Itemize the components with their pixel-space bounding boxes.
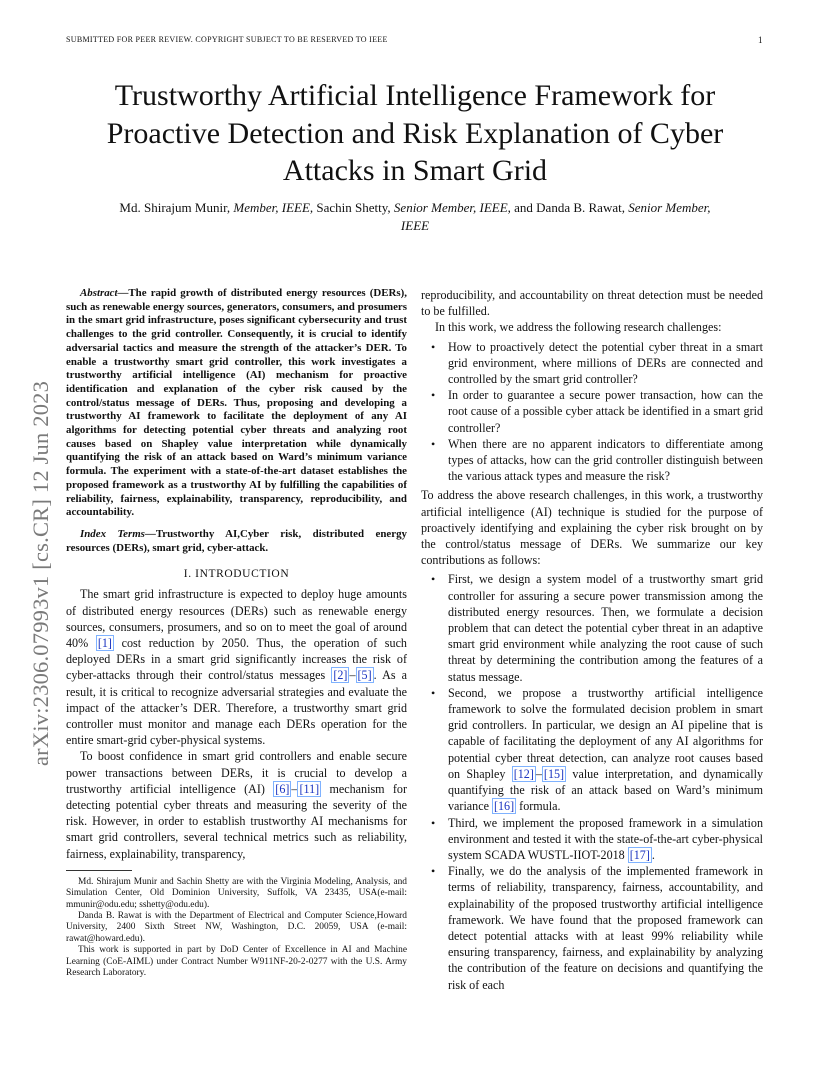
list-item-text: Third, we implement the proposed framework in a simulation environment and tested it with the state-of-the-art cyber-physical system SCADA WUSTL-IIOT-2018 [448,815,763,862]
right-column [421,287,763,996]
bullet-icon: • [431,436,436,451]
paragraph-text: – [349,668,356,683]
list-item [421,815,763,864]
bullet-icon: • [431,685,436,700]
list-item-text: How to proactively detect the potential cyber threat in a smart grid environment, where millions of DERs are connected and controlled by the smart grid controller? [448,339,763,387]
footnote-divider [66,870,132,871]
footnote: Danda B. Rawat is with the Department of Electrical and Computer Science,Howard University, 2400 Sixth Street NW, Washington, D.C. 20059, USA (e-mail: rawat@howard.edu). [66,911,407,944]
author-role: Senior Member, IEEE [400,200,711,233]
citation-link[interactable]: [12] [513,766,534,781]
list-item [421,685,763,815]
paragraph-text: The smart grid infrastructure is expected to deploy huge amounts of distributed energy resources (DERs) such as renewable energy sources, consumers, prosumers, and so on to meet the goal of around 40% [66,587,407,650]
paragraph-text: . As a result, it is critical to recognize adversarial strategies and evaluate the impact of the attacker’s DER. Therefore, a trustworthy smart grid controller must monitor and manage each DERs operation for the entire smart-grid cyber-physical systems. [66,668,407,748]
challenge-list [421,339,763,485]
challenges-intro: In this work, we address the following research challenges: [435,320,722,335]
citation-link[interactable]: [17] [629,847,650,862]
bullet-icon: • [431,572,436,587]
list-item-text: . [651,847,655,862]
author-list [110,199,720,235]
intro-paragraph-1 [66,586,407,748]
author-name: and Danda B. Rawat, [514,200,625,215]
bullet-icon: • [431,815,436,830]
paragraph-text: cost reduction by 2050. Thus, the operation of such deployed DERs in a smart grid significantly increases the risk of cyber-attacks through their control/status messages [66,635,407,683]
citation-link[interactable]: [5] [357,668,372,683]
citation-link[interactable]: [1] [97,635,112,650]
continuation-paragraph: reproducibility, and accountability on threat detection must be needed to be fulfilled. [421,288,763,319]
citation-link[interactable]: [6] [275,781,290,796]
citation-link[interactable]: [2] [333,668,348,683]
page-number: 1 [758,35,763,45]
contribution-list [421,571,763,992]
abstract [66,287,407,520]
abstract-label: Abstract [80,287,118,299]
citation-link[interactable]: [16] [493,799,515,814]
list-item-text: When there are no apparent indicators to differentiate among types of attacks, how can the grid controller distinguish between the various attack types and measure the risk? [448,436,763,484]
list-item-text: In order to guarantee a secure power transaction, how can the root cause of a possible cyber attack be identified in a smart grid controller? [448,388,763,435]
list-item [421,436,763,485]
index-terms-text: —Trustworthy AI,Cyber risk, distributed energy resources (DERs), smart grid, cyber-attack. [66,527,407,554]
arxiv-identifier: arXiv:2306.07993v1 [cs.CR] 12 Jun 2023 [28,380,53,766]
paragraph-text: To boost confidence in smart grid controllers and enable secure power transactions between DERs, it is crucial to develop a trustworthy artificial intelligence (AI) [66,749,407,796]
abstract-text: —The rapid growth of distributed energy resources (DERs), such as renewable energy sources, generators, consumers, and prosumers in the smart grid infrastructure, poses significant cybersecurity and trust challenges to the grid controller. Consequently, it is crucial to identify adversarial tactics and measure the strength of the attacker’s DER. To enable a trustworthy smart grid controller, this work investigates a trustworthy artificial intelligence (AI) mechanism for proactive identification and explanation of the cyber risk caused by the control/status message of DERs. Thus, proposing and developing a trustworthy AI framework to facilitate the deployment of any AI algorithms for detecting potential cyber threats and analyzing root causes based on Shapley value interpretation while dynamically quantifying the risk of an attack based on Ward’s minimum variance formula. The experiment with a state-of-the-art dataset establishes the proposed framework as a trustworthy AI by fulfilling the capabilities of reliability, fairness, explainability, transparency, reproducibility, and accountability. [66,287,407,519]
list-item-text: value interpretation, and dynamically quantifying the risk of an attack based on Ward’s minimum variance [448,766,763,814]
citation-link[interactable]: [11] [299,781,320,796]
bullet-icon: • [431,339,436,354]
bullet-icon: • [431,388,436,403]
list-item [421,863,763,993]
author-role: Member, IEEE, [233,200,314,215]
contributions-intro: To address the above research challenges, in this work, a trustworthy artificial intelligence (AI) technique is studied for the purpose of proactively identifying and explaining the cyber risk brought on by the control/status message of DERs. We summarize our key contributions as follows: [421,488,763,568]
footnote: This work is supported in part by DoD Center of Excellence in AI and Machine Learning (CoE-AIML) under Contract Number W911NF-20-2-0277 with the U.S. Army Research Laboratory. [66,945,407,979]
list-item-text: formula. [516,799,561,814]
list-item [421,387,763,436]
list-item [421,571,763,684]
index-terms-label: Index Terms [80,527,145,540]
list-item-text: First, we design a system model of a trustworthy smart grid controller for assuring a secure power transmission among the distributed energy resources. Then, we formulate a decision problem that can detect the potential cyber threat in an adaptive smart grid environment while analyzing the root cause of such threat by determining the contribution among the features of a status message. [448,572,763,684]
citation-link[interactable]: [15] [543,766,565,781]
list-item-text: Finally, we do the analysis of the implemented framework in terms of reliability, transparency, fairness, accountability, and explainability of the proposed trustworthy artificial intelligence framework. We have found that the proposed framework can detect potential attacks with at least 99% reliability while ensuring transparency, fairness, and explainability by analyzing the contribution of the feature on decisions and quantifying the risk of each [448,864,763,992]
author-name: Sachin Shetty, [316,200,391,215]
footnote: Md. Shirajum Munir and Sachin Shetty are with the Virginia Modeling, Analysis, and Simulation Center, Old Dominion University, Suffolk, VA 23435, USA(e-mail: mmunir@odu.edu; sshetty@odu.edu). [66,876,407,910]
author-name: Md. Shirajum Munir, [119,200,231,215]
running-header: SUBMITTED FOR PEER REVIEW. COPYRIGHT SUBJECT TO BE RESERVED TO IEEE [66,35,388,44]
paper-title: Trustworthy Artificial Intelligence Framework for Proactive Detection and Risk Explanation of Cyber Attacks in Smart Grid [106,79,724,187]
list-item [421,339,763,388]
left-column [66,287,407,979]
list-item-text: – [535,766,542,781]
paragraph-text: – [291,781,298,796]
section-heading: I. INTRODUCTION [183,568,290,581]
paragraph-text: mechanism for detecting potential cyber threats and measuring the severity of the risk. However, in order to establish trustworthy AI mechanisms for smart grid controllers, several technical metrics such as reliability, fairness, explainability, transparency, [66,781,408,861]
author-role: Senior Member, IEEE, [393,200,511,215]
index-terms [66,528,407,555]
bullet-icon: • [431,864,436,879]
list-item-text: Second, we propose a trustworthy artificial intelligence framework to solve the formulated decision problem in smart grid controllers. In particular, we design an AI pipeline that is capable of facilitating the deployment of any AI algorithms for potential cyber threat detection, can analyze root causes based on Shapley [448,685,763,781]
intro-paragraph-2 [66,748,407,861]
